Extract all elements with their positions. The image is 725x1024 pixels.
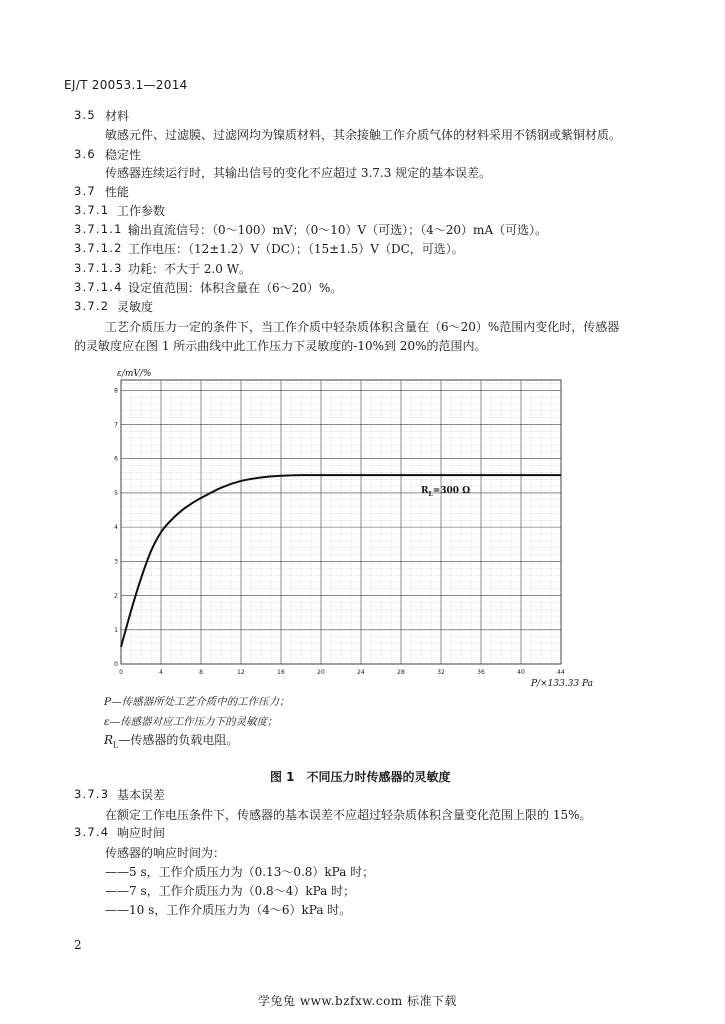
y-axis-label: ε/mV/% [117,369,152,379]
y-tick-label: 7 [114,421,118,429]
note-p: P—传感器所处工艺介质中的工作压力； [104,696,290,708]
section-3-7-1-title: 工作参数 [117,204,166,218]
x-tick-label: 12 [237,669,245,676]
chart-ticks [114,387,565,676]
section-3-7-4-intro: 传感器的响应时间为： [105,846,226,860]
page-number: 2 [74,938,82,952]
section-3-7-1-3-number: 3.7.1.3 [74,261,123,275]
load-resistance-annotation [421,486,470,498]
y-tick-label: 3 [114,558,118,566]
footer-watermark: 学兔兔 www.bzfxw.com 标准下载 [258,994,458,1008]
section-3-7-2-title: 灵敏度 [117,300,154,314]
section-3-7-number: 3.7 [74,184,96,198]
x-tick-label: 40 [517,669,525,676]
anno-r-rest: =300 Ω [432,485,471,496]
anno-r-sub: L [428,490,433,498]
note-epsilon: ε—传感器对应工作压力下的灵敏度； [104,716,278,728]
standard-number: EJ/T 20053.1—2014 [64,78,188,92]
y-tick-label: 2 [114,592,118,600]
section-3-7-4-title: 响应时间 [117,826,166,840]
x-tick-label: 28 [397,669,405,676]
note-rl [104,731,238,749]
section-3-7-1-1-text: 输出直流信号：（0～100）mV；（0～10）V（可选）；（4～20）mA（可选）。 [128,223,548,237]
y-tick-label: 1 [114,626,118,634]
y-tick-label: 4 [114,524,118,532]
section-3-7-3-title: 基本误差 [117,788,166,802]
section-3-7-title: 性能 [105,185,130,199]
y-tick-label: 6 [114,455,118,463]
section-3-6-number: 3.6 [74,147,96,161]
x-tick-label: 24 [357,669,365,676]
x-tick-label: 32 [437,669,445,676]
figure-caption: 图 1 不同压力时传感器的灵敏度 [270,770,451,784]
section-3-7-1-number: 3.7.1 [74,203,110,217]
section-3-7-1-2-text: 工作电压：（12±1.2）V（DC）；（15±1.5）V（DC，可选）。 [128,242,464,256]
section-3-6-text: 传感器连续运行时，其输出信号的变化不应超过 3.7.3 规定的基本误差。 [105,166,492,180]
chart-grid [121,380,561,664]
x-axis-label: P/×133.33 Pa [531,679,593,689]
section-3-7-1-4-text: 设定值范围：体积含量在（6～20）%。 [128,281,343,295]
x-tick-label: 44 [557,669,565,676]
section-3-7-1-2-number: 3.7.1.2 [74,241,123,255]
y-tick-label: 5 [114,489,118,497]
section-3-7-1-3-text: 功耗：不大于 2.0 W。 [128,262,252,276]
x-tick-label: 0 [119,669,123,676]
response-time-item-1: ——5 s，工作介质压力为（0.13～0.8）kPa 时； [105,865,375,879]
note-rl-symbol: R [104,733,114,747]
section-3-7-2-text-line2: 的灵敏度应在图 1 所示曲线中此工作压力下灵敏度的-10%到 20%的范围内。 [74,339,487,353]
section-3-5-number: 3.5 [74,108,96,122]
x-tick-label: 36 [477,669,485,676]
y-tick-label: 0 [114,661,118,668]
x-tick-label: 4 [159,669,163,676]
section-3-7-1-4-number: 3.7.1.4 [74,280,123,294]
anno-r-main: R [421,485,429,496]
section-3-7-1-1-number: 3.7.1.1 [74,222,123,236]
response-time-item-2: ——7 s，工作介质压力为（0.8～4）kPa 时； [105,884,356,898]
x-tick-label: 20 [317,669,325,676]
section-3-5-title: 材料 [105,109,130,123]
section-3-7-4-number: 3.7.4 [74,825,110,839]
section-3-7-2-number: 3.7.2 [74,299,110,313]
section-3-6-title: 稳定性 [105,148,142,162]
section-3-7-3-text: 在额定工作电压条件下，传感器的基本误差不应超过轻杂质体积含量变化范围上限的 15%。 [105,808,592,822]
section-3-5-text: 敏感元件、过滤膜、过滤网均为镍质材料，其余接触工作介质气体的材料采用不锈钢或紫铜材质。 [105,128,622,142]
section-3-7-3-number: 3.7.3 [74,787,110,801]
note-rl-text: —传感器的负载电阻。 [118,733,239,747]
section-3-7-2-text-line1: 工艺介质压力一定的条件下，当工作介质中轻杂质体积含量在（6～20）%范围内变化时，传感器 [105,320,620,334]
note-rl-subscript: L [113,740,119,750]
y-tick-label: 8 [114,387,118,395]
response-time-item-3: ——10 s，工作介质压力为（4～6）kPa 时。 [105,903,352,917]
x-tick-label: 8 [199,669,203,676]
x-tick-label: 16 [277,669,285,676]
